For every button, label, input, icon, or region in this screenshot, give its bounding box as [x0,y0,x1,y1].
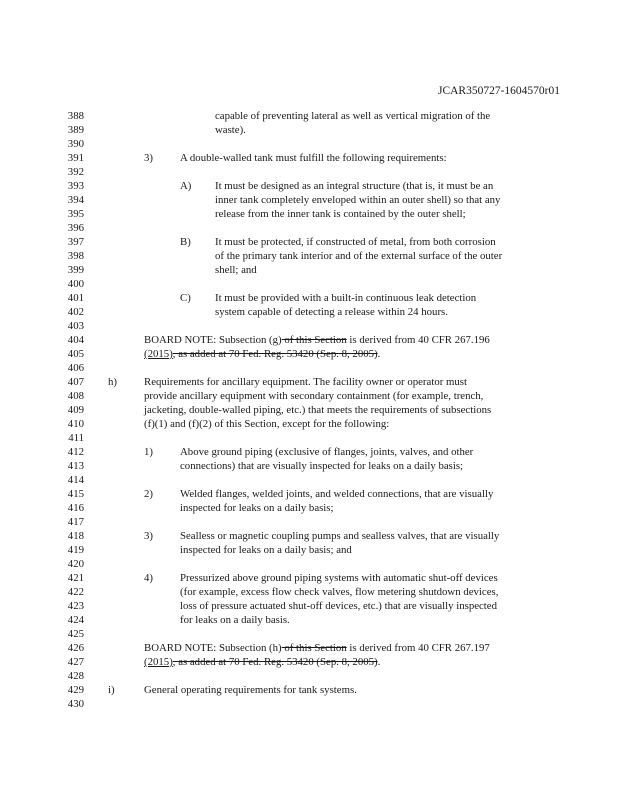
line-number: 411 [68,432,84,444]
line-number: 389 [67,124,84,136]
line-number: 397 [67,236,84,248]
item-label: B) [180,236,191,248]
line-number: 421 [67,572,84,584]
board-note-text: is derived from 40 CFR 267.197 [346,642,490,654]
text-line: loss of pressure actuated shut-off devices, etc.) that are visually inspected [180,600,498,612]
board-note [144,655,380,669]
line-number: 423 [67,600,84,612]
item-label: 3) [144,152,153,164]
line-number: 392 [67,166,84,178]
line-number: 428 [67,670,84,682]
text-line: Above ground piping (exclusive of flanges, joints, valves, and other [180,446,474,458]
text-line: Welded flanges, welded joints, and welded connections, that are visually [180,488,494,500]
inserted-text: (2015) [144,656,173,668]
text-line: (f)(1) and (f)(2) of this Section, except for the following: [144,418,390,430]
inserted-text: (2015) [144,348,173,360]
text-line: It must be designed as an integral structure (that is, it must be an [215,180,494,192]
text-line: inspected for leaks on a daily basis; and [180,544,352,556]
text-line: jacketing, double-walled piping, etc.) that meets the requirements of subsections [144,404,492,416]
item-label: 2) [144,488,153,500]
line-number: 408 [67,390,84,402]
line-number: 420 [67,558,84,570]
line-number: 396 [67,222,84,234]
deleted-text: of this Section [281,334,347,346]
text-line: It must be provided with a built-in continuous leak detection [215,292,477,304]
line-number: 424 [67,614,84,626]
board-note-text: BOARD NOTE: Subsection (h) [144,642,282,654]
text-line: waste). [215,124,246,136]
board-note [144,641,490,655]
line-number: 403 [67,320,84,332]
deleted-text: of this Section [281,642,347,654]
text-line: release from the inner tank is contained by the outer shell; [215,208,466,220]
text-line: Requirements for ancillary equipment. The facility owner or operator must [144,376,468,388]
text-line: inspected for leaks on a daily basis; [180,502,334,514]
line-number: 390 [67,138,84,150]
item-label: C) [180,292,191,304]
line-number: 410 [67,418,84,430]
item-label: 1) [144,446,153,458]
line-number: 416 [67,502,84,514]
line-number: 422 [67,586,84,598]
text-line: It must be protected, if constructed of metal, from both corrosion [215,236,496,248]
line-number: 425 [67,628,84,640]
line-number: 409 [67,404,84,416]
text-line: of the primary tank interior and of the external surface of the outer [215,250,503,262]
line-number: 419 [67,544,84,556]
line-number: 427 [67,656,84,668]
line-number: 391 [67,152,84,164]
line-number: 404 [67,334,84,346]
line-number: 412 [67,446,84,458]
line-number: 429 [67,684,84,696]
item-label: A) [180,180,192,192]
text-line: A double-walled tank must fulfill the following requirements: [180,152,447,164]
board-note-text: . [377,656,381,668]
board-note-text: . [377,348,381,360]
document-header: JCAR350727-1604570r01 [437,85,560,97]
line-number: 426 [67,642,84,654]
board-note-text: BOARD NOTE: Subsection (g) [144,334,282,346]
text-line: connections) that are visually inspected for leaks on a daily basis; [180,460,464,472]
line-number: 414 [67,474,84,486]
line-number: 400 [67,278,84,290]
line-number: 388 [67,110,84,122]
text-line: Sealless or magnetic coupling pumps and sealless valves, that are visually [180,530,500,542]
line-number: 405 [67,348,84,360]
line-number: 413 [67,460,84,472]
line-number: 430 [67,698,84,710]
line-number: 399 [67,264,84,276]
text-line: for leaks on a daily basis. [180,614,290,626]
deleted-text: , as added at 70 Fed. Reg. 53420 (Sep. 8, 2005) [172,348,378,360]
line-number: 407 [67,376,84,388]
line-number: 401 [67,292,84,304]
section-label: i) [108,684,115,696]
line-number: 402 [67,306,84,318]
text-line: Pressurized above ground piping systems with automatic shut-off devices [180,572,498,584]
text-line: capable of preventing lateral as well as vertical migration of the [215,110,491,122]
text-line: system capable of detecting a release within 24 hours. [215,306,448,318]
line-number: 406 [67,362,84,374]
board-note [144,333,490,347]
text-line: General operating requirements for tank systems. [144,684,357,696]
text-line: provide ancillary equipment with secondary containment (for example, trench, [144,390,484,402]
line-number: 417 [67,516,84,528]
board-note [144,347,380,361]
text-line: (for example, excess flow check valves, flow metering shutdown devices, [180,586,499,598]
section-label: h) [108,376,117,388]
text-line: shell; and [215,264,257,276]
line-number: 398 [67,250,84,262]
line-number: 418 [67,530,84,542]
line-number: 394 [67,194,84,206]
board-note-text: is derived from 40 CFR 267.196 [346,334,490,346]
deleted-text: , as added at 70 Fed. Reg. 53420 (Sep. 8, 2005) [172,656,378,668]
text-line: inner tank completely enveloped within an outer shell) so that any [215,194,501,206]
item-label: 4) [144,572,153,584]
line-number: 415 [67,488,84,500]
line-number: 393 [67,180,84,192]
line-number: 395 [67,208,84,220]
item-label: 3) [144,530,153,542]
